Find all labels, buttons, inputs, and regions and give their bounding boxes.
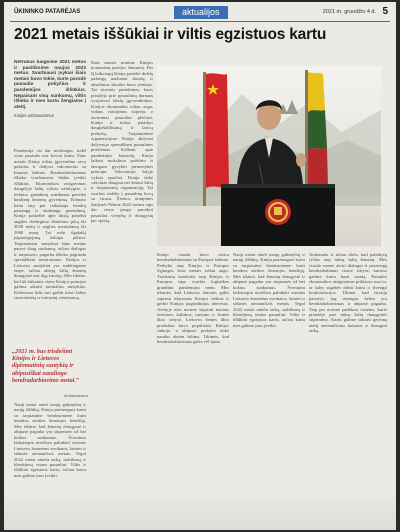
body-column-3: [157, 252, 229, 528]
page-number: 5: [382, 6, 388, 17]
pull-quote-source: Ambasadorius: [64, 394, 89, 398]
article-headline: 2021 metais iššūkiai ir viltis egzistuos kartu: [14, 26, 327, 43]
section-tab: aktualijos: [174, 6, 228, 19]
pull-quote: „2021 m. bus trisdešimt Kinijos ir Lietuvos diplomatinių santykių ir abipusiškai naudingo bendradarbiavimo metai.“: [12, 348, 80, 384]
issue-date: 2021 m. gruodžio 4 d.: [322, 9, 376, 15]
page-header: [4, 2, 396, 24]
byline: Kinijos ambasadorius: [14, 113, 54, 119]
body-text: Pandemija vis dar nesibaigia, todėl visas pasaulis turi kovoti kartu. Šiais metais Kinija toliau įgyvendino savo pažadus ir dalijosi vakcinomis su kitomis šalimis. Bendradarbiavimas išlieka svarbiausias būdas įveikti iššūkius. Ekonomikos atsigavimas daugelyje šalių vyksta netolygiai, o tiekimo grandinių sutrikimai paveikė kasdienį žmonių gyvenimą. Klimato kaita taip pat reikalauja bendrų pastangų ir atsakingų sprendimų. Kinija paskelbė apie tikslą pasiekti anglies dvideginio išmetimo piką iki 2030 metų ir anglies neutralumą iki 2060 metų. Tai rodo ilgalaikį įsipareigojimą žaliajai plėtrai. Tarptautiniai santykiai šiais metais patyrė daug sunkumų, tačiau dialogas ir tarpusavio pagarba išlieka pagrindu sprendžiant nesutarimus. Kinijos ir Lietuvos santykiai yra sudėtingame etape, tačiau abiejų šalių žmonių draugystė turi ilgą istoriją. Mes tikime, kad tik laikantis vieno Kinijos principo galima atkurti normalius santykius. Kiekviena šalis turi gerbti kitos šalies suverenitetą ir teritorinį vientisumą.: [14, 148, 86, 301]
lead-text: Netrukus baigsime 2021 metus ir pasitiksime naujus 2022 metus. Svarbiausi įvykiai šiais metais buvo tokie, kurie parodė pasaulio pokyčius ir pandemijos iššūkius. Nepaisant visų sunkumų, viltis išlieka ir mes kartu žengiame į ateitį.: [14, 60, 86, 110]
body-column-2: [91, 60, 153, 528]
body-text: Ambasada ir toliau dirbs, kad palaikytų ryšius tarp mūsų šalių žmonių. Mes visada esame atviri dialogui ir pasirengę bendradarbiauti visose srityse, kuriose galime kartu kurti naudą. Pasaulio ekonomikos atsigavimas priklauso nuo to, ar šalys sugebės dirbti kartu ir išvengti konfrontacijos. Tikime, kad istorija parodys, jog teisingas kelias yra bendradarbiavimas ir abipusė pagarba. Taip pat norime padėkoti visiems, kurie prisidėjo prie mūsų šalių draugystės stiprinimo. Kartu galime sukurti geresnę ateitį ateinančioms kartoms ir išsaugoti taiką.: [309, 252, 387, 334]
body-text: Nauji metai atneš naujų galimybių ir naujų iššūkių. Kinija pasirengusi kartu su tarptautine bendruomene kurti bendros ateities žmonijos bendriją. Mes tikime, kad žmonių draugystė ir abipusė pagarba yra stipresnės už bet kokius sunkumus. Šventiniu laikotarpiu norėčiau palinkėti visiems Lietuvos žmonėms sveikatos, laimės ir sėkmės ateinančiais metais. Tegul 2022 metai atneša taiką, stabilumą ir klestėjimą visam pasauliui. Viltis ir iššūkiai egzistuos kartu, tačiau kartu mes galime juos įveikti.: [233, 252, 305, 328]
article-lead: [14, 60, 86, 142]
body-text: Šiais metais minime Kinijos komunistų partijos šimtmetį. Per šį laikotarpį Kinija pasiekė didelę pažangą mažinant skurdą, ir absoliutus skurdas buvo įveiktas. Tai istorinis pasiekimas, kuris prisidėjo prie pasaulinių darnaus vystymosi tikslų įgyvendinimo. Kinijos ekonomika toliau auga, vidaus vartojimas stiprėja, o atvirumas pasauliui plečiasi. Kinija ir toliau palaikys daugiašališkumą ir laisvą prekybą. Tarptautinėse organizacijose Kinija aktyviai dalyvauja sprendžiant pasaulines problemas. Kalbant apie pandemijos kontrolę, Kinija laikosi mokslinio požiūrio ir žmogaus gyvybės pirmenybės principo. Vakcinacija šalyje vyksta sparčiai. Kinija tiekė vakcinas daugiau nei šimtui šalių ir tarptautinių organizacijų. Tai svarbus indėlis į pasaulinę kovą su virusu. Žiemos olimpinės žaidynės Pekine 2022 metais taps dar viena proga parodyti pasauliui vienybę ir draugystę per sportą.: [91, 60, 153, 224]
header-rule: [10, 21, 390, 22]
newspaper-brand: ŪKININKO PATARĖJAS: [14, 9, 81, 15]
body-column-4: [233, 252, 305, 528]
body-column-1: [14, 148, 86, 344]
newspaper-page: [4, 2, 396, 530]
body-column-5: [309, 252, 387, 528]
body-text: Nauji metai atneš naujų galimybių ir naujų iššūkių. Kinija pasirengusi kartu su tarptautine bendruomene kurti bendros ateities žmonijos bendriją. Mes tikime, kad žmonių draugystė ir abipusė pagarba yra stipresnės už bet kokius sunkumus. Šventiniu laikotarpiu norėčiau palinkėti visiems Lietuvos žmonėms sveikatos, laimės ir sėkmės ateinančiais metais. Tegul 2022 metai atneša taiką, stabilumą ir klestėjimą visam pasauliui. Viltis ir iššūkiai egzistuos kartu, tačiau kartu mes galime juos įveikti.: [14, 402, 86, 478]
ambassador-photo: [157, 66, 381, 246]
body-text: Kinija visada buvo atvira bendradarbiavimui su Europos šalimis. Prekyba tarp Kinijos ir Europos Sąjungos šiais metais toliau augo. Traukinių maršrutai tarp Kinijos ir Europos tapo svarbia logistikos grandimi pandemijos metu. Mes tikimės, kad Lietuvos žmonės galės suprasti tikruosius Kinijos siekius ir gerbti Kinijos pagrindinius interesus. Ateityje mes norime stiprinti mainus švietimo, kultūros, turizmo ir žemės ūkio srityse. Lietuvos žemės ūkio produktai buvo populiarūs Kinijos rinkoje, o abipusė prekyba teikė naudos abiem šalims. Tikimės, kad bendradarbiavimas galės vėl tęstis.: [157, 252, 229, 345]
photo-illustration: [157, 66, 381, 246]
page-shadow: [4, 490, 396, 530]
